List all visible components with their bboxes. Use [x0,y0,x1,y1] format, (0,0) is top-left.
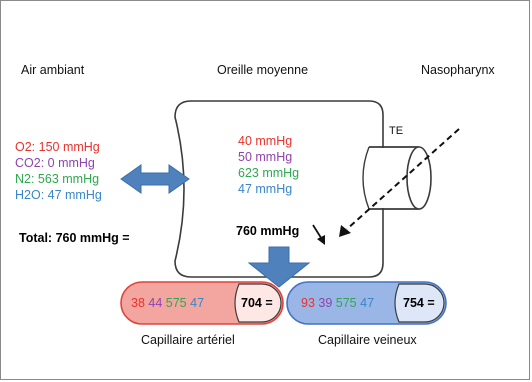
venous-values [301,295,374,311]
header-middle-ear: Oreille moyenne [217,63,309,77]
venous-co2: 39 [318,296,333,310]
arterial-total: 704 = [241,296,273,310]
venous-total: 754 = [403,296,435,310]
ear-total: 760 mmHg [236,224,300,238]
te-label: TE [389,125,404,137]
header-nasopharynx: Nasopharynx [421,63,495,77]
arterial-n2: 575 [165,296,187,310]
ear-h2o: 47 mmHg [238,182,293,196]
arterial-co2: 44 [148,296,163,310]
exchange-double-arrow [121,165,189,193]
header-air: Air ambiant [21,63,85,77]
arterial-o2: 38 [131,296,145,310]
arterial-h2o: 47 [190,296,205,310]
ear-o2: 40 mmHg [238,134,293,148]
air-total: Total: 760 mmHg = [19,231,130,245]
venous-h2o: 47 [360,296,375,310]
arterial-label: Capillaire artériel [141,333,235,347]
ear-n2: 623 mmHg [238,166,300,180]
air-values [15,139,102,203]
ear-co2: 50 mmHg [238,150,293,164]
air-o2: O2: 150 mmHg [15,140,100,154]
air-h2o: H2O: 47 mmHg [15,188,102,202]
air-co2: CO2: 0 mmHg [15,156,95,170]
venous-o2: 93 [301,296,315,310]
eustachian-tube [363,147,431,209]
venous-label: Capillaire veineux [318,333,417,347]
ear-values [238,133,299,197]
arterial-values [131,295,204,311]
venous-n2: 575 [335,296,357,310]
air-n2: N2: 563 mmHg [15,172,100,186]
